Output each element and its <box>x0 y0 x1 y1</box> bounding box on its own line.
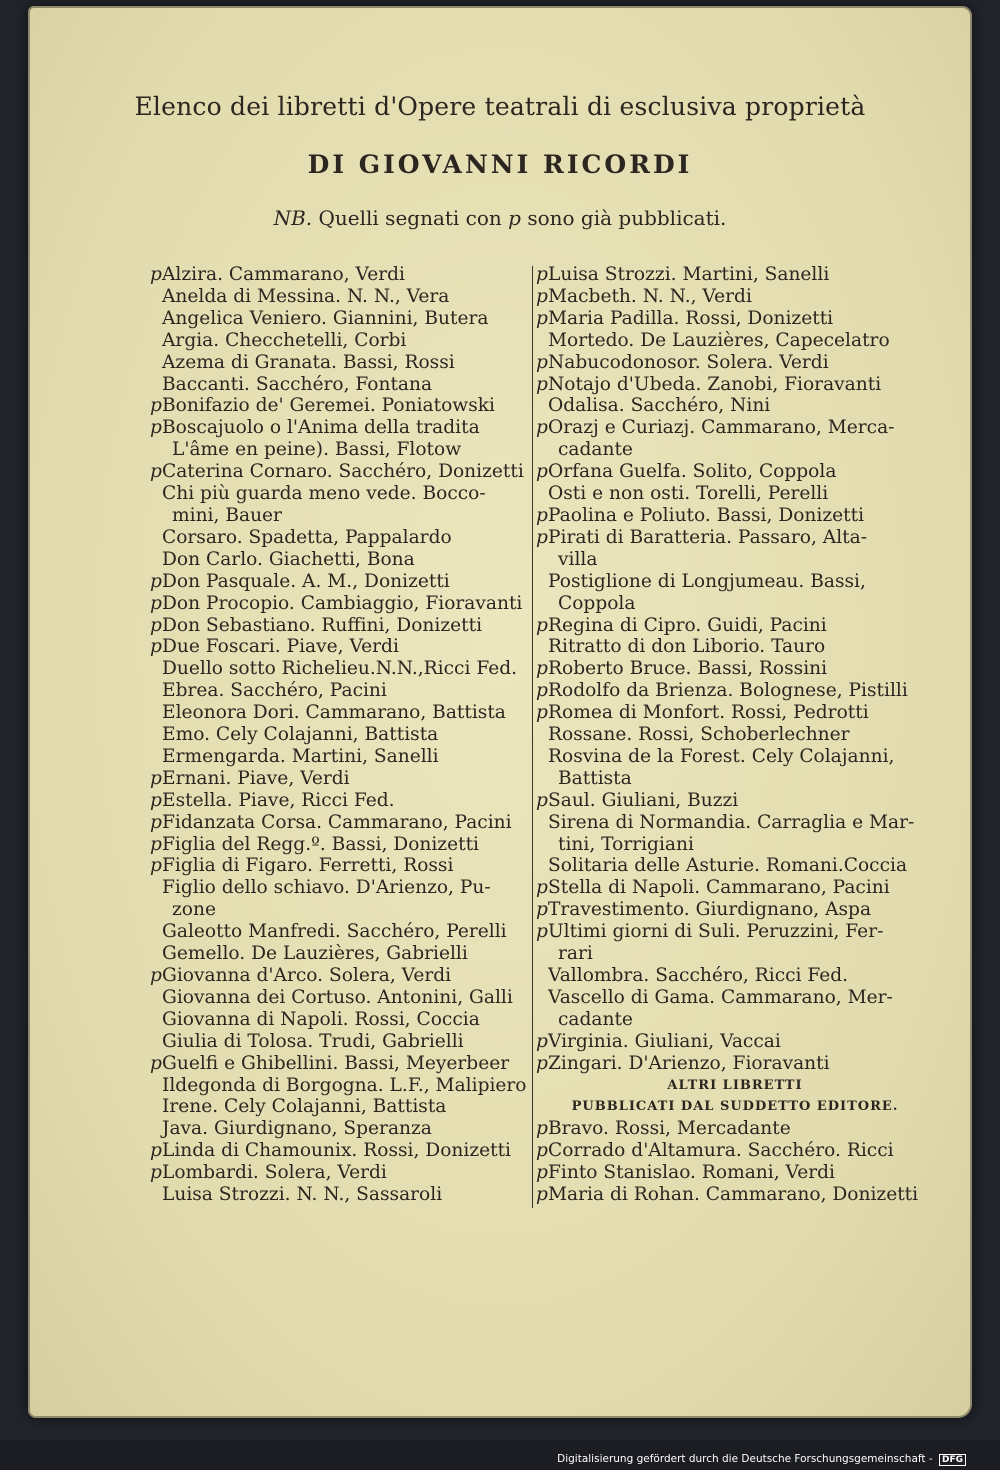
libretto-entry <box>150 921 532 943</box>
libretto-entry <box>150 1031 532 1053</box>
entry-text: Eleonora Dori. Cammarano, Battista <box>162 702 506 724</box>
libretto-entry <box>536 812 922 856</box>
entry-text: Ermengarda. Martini, Sanelli <box>162 745 439 767</box>
libretto-entry <box>536 658 922 680</box>
entry-text: Saul. Giuliani, Buzzi <box>548 789 739 811</box>
libretto-entry <box>150 1118 532 1140</box>
entry-text: Vascello di Gama. Cammarano, Mer- <box>548 986 893 1008</box>
entry-text: Giulia di Tolosa. Trudi, Gabrielli <box>162 1030 464 1052</box>
entry-text: Don Procopio. Cambiaggio, Fioravanti <box>162 592 523 614</box>
entry-text: Alzira. Cammarano, Verdi <box>162 264 405 285</box>
published-mark: p <box>150 570 162 592</box>
published-mark: p <box>536 285 548 307</box>
libretto-entry <box>150 724 532 746</box>
libretto-entry <box>150 1162 532 1184</box>
libretto-entry <box>150 877 532 921</box>
libretto-entry <box>536 308 922 330</box>
section-subheading: PUBBLICATI DAL SUDDETTO EDITORE. <box>571 1099 899 1115</box>
entry-text: Travestimento. Giurdignano, Aspa <box>548 899 872 921</box>
published-mark: p <box>150 636 162 658</box>
published-mark: p <box>150 592 162 614</box>
published-mark: p <box>150 1140 162 1162</box>
entry-text: Roberto Bruce. Bassi, Rossini <box>548 658 828 680</box>
libretto-entry <box>536 790 922 812</box>
published-mark: p <box>150 855 162 877</box>
libretto-entry <box>150 834 532 856</box>
libretto-entry <box>150 987 532 1009</box>
libretto-entry <box>150 1096 532 1118</box>
published-mark: p <box>536 526 548 548</box>
libretto-entry <box>150 790 532 812</box>
entry-text: Emo. Cely Colajanni, Battista <box>162 724 439 746</box>
entry-text: Baccanti. Sacchéro, Fontana <box>162 373 433 395</box>
libretto-entry <box>150 1140 532 1162</box>
published-mark: p <box>536 899 548 921</box>
entry-text: Ildegonda di Borgogna. L.F., Malipiero <box>162 1074 527 1096</box>
libretto-entry <box>150 615 532 637</box>
published-mark: p <box>536 658 548 680</box>
entry-text: Macbeth. N. N., Verdi <box>548 285 752 307</box>
entry-text: Figlia del Regg.º. Bassi, Donizetti <box>162 833 480 855</box>
entry-text: Due Foscari. Piave, Verdi <box>162 636 399 658</box>
document-page <box>28 6 972 1418</box>
published-mark: p <box>536 461 548 483</box>
entry-text: Regina di Cipro. Guidi, Pacini <box>548 614 827 636</box>
entry-text: Corsaro. Spadetta, Pappalardo <box>162 526 452 548</box>
column-divider <box>532 266 533 1208</box>
published-mark: p <box>536 417 548 439</box>
entry-text: Virginia. Giuliani, Vaccai <box>548 1030 781 1052</box>
libretto-entry <box>150 374 532 396</box>
entry-text: Irene. Cely Colajanni, Battista <box>162 1096 447 1118</box>
published-mark: p <box>536 702 548 724</box>
entry-text: Azema di Granata. Bassi, Rossi <box>162 351 455 373</box>
libretto-entry <box>150 1184 532 1206</box>
entry-text: Finto Stanislao. Romani, Verdi <box>548 1162 835 1184</box>
libretto-entry <box>150 308 532 330</box>
libretto-entry <box>150 549 532 571</box>
entry-text: Galeotto Manfredi. Sacchéro, Perelli <box>162 921 507 943</box>
entry-text: Lombardi. Solera, Verdi <box>162 1162 387 1184</box>
entry-continuation: L'âme en peine). Bassi, Flotow <box>172 439 462 461</box>
libretto-entry <box>150 483 532 527</box>
published-mark: p <box>536 789 548 811</box>
libretto-entry <box>150 636 532 658</box>
entry-text: Ultimi giorni di Suli. Peruzzini, Fer- <box>548 921 884 943</box>
libretto-entry <box>536 395 922 417</box>
entry-text: Fidanzata Corsa. Cammarano, Pacini <box>162 811 512 833</box>
entry-text: Rosvina de la Forest. Cely Colajanni, <box>548 745 895 767</box>
published-mark: p <box>150 965 162 986</box>
entry-text: Duello sotto Richelieu.N.N.,Ricci Fed. <box>162 658 518 680</box>
entry-text: Guelfi e Ghibellini. Bassi, Meyerbeer <box>162 1052 510 1074</box>
published-mark: p <box>150 417 162 439</box>
entry-text: Odalisa. Sacchéro, Nini <box>548 395 771 417</box>
libretto-entry <box>536 264 922 286</box>
libretto-entry <box>150 702 532 724</box>
libretto-entry <box>536 1031 922 1053</box>
entry-text: Mortedo. De Lauzières, Capecelatro <box>548 329 890 351</box>
published-mark: p <box>536 373 548 395</box>
libretto-entry <box>536 921 922 965</box>
libretto-entry <box>150 395 532 417</box>
entry-text: Ritratto di don Liborio. Tauro <box>548 636 826 658</box>
libretto-entry <box>536 965 922 987</box>
published-mark: p <box>150 264 162 285</box>
entry-text: Nabucodonosor. Solera. Verdi <box>548 351 829 373</box>
libretto-entry <box>150 527 532 549</box>
libretto-entry <box>150 965 532 987</box>
entry-continuation: rari <box>558 943 593 965</box>
entry-text: Bonifazio de' Geremei. Poniatowski <box>162 395 495 417</box>
libretto-entry <box>536 680 922 702</box>
entry-text: Bravo. Rossi, Mercadante <box>548 1118 791 1140</box>
libretto-entry <box>150 593 532 615</box>
libretto-entry <box>150 461 532 483</box>
entry-text: Vallombra. Sacchéro, Ricci Fed. <box>548 965 849 986</box>
entry-text: Luisa Strozzi. Martini, Sanelli <box>548 264 830 285</box>
libretto-entry <box>150 286 532 308</box>
libretto-entry <box>150 680 532 702</box>
libretto-entry <box>536 855 922 877</box>
right-column <box>536 264 922 1206</box>
dfg-logo: DFG <box>939 1454 966 1466</box>
entry-text: Giovanna d'Arco. Solera, Verdi <box>162 965 452 986</box>
published-mark: p <box>536 1184 548 1206</box>
entry-continuation: Coppola <box>558 592 636 614</box>
entry-text: Estella. Piave, Ricci Fed. <box>162 789 395 811</box>
entry-text: Giovanna dei Cortuso. Antonini, Galli <box>162 986 513 1008</box>
entry-text: Maria di Rohan. Cammarano, Donizetti <box>548 1184 919 1206</box>
libretto-entry <box>536 1140 922 1162</box>
entry-text: Paolina e Poliuto. Bassi, Donizetti <box>548 504 865 526</box>
entry-continuation: zone <box>172 899 216 921</box>
libretto-entry <box>150 812 532 834</box>
entry-continuation: tini, Torrigiani <box>558 833 694 855</box>
libretto-entry <box>536 1118 922 1140</box>
libretto-entry <box>536 483 922 505</box>
entry-text: Osti e non osti. Torelli, Perelli <box>548 483 829 505</box>
published-mark: p <box>536 1118 548 1140</box>
page-subtitle: DI GIOVANNI RICORDI <box>307 150 693 179</box>
published-mark: p <box>150 395 162 417</box>
libretto-entry <box>536 702 922 724</box>
published-mark: p <box>150 461 162 483</box>
published-mark: p <box>536 877 548 899</box>
other-librettos-list <box>536 1118 922 1206</box>
published-mark: p <box>536 1052 548 1074</box>
entry-text: Stella di Napoli. Cammarano, Pacini <box>548 877 890 899</box>
entry-text: Luisa Strozzi. N. N., Sassaroli <box>162 1184 443 1206</box>
published-mark: p <box>536 264 548 285</box>
publication-note <box>28 206 972 230</box>
libretto-entry <box>536 877 922 899</box>
libretto-entry <box>536 374 922 396</box>
note-text-a: Quelli segnati con <box>312 206 509 230</box>
note-text-b: sono già pubblicati. <box>520 206 727 230</box>
entry-text: Romea di Monfort. Rossi, Pedrotti <box>548 702 869 724</box>
entry-text: Figlia di Figaro. Ferretti, Rossi <box>162 855 454 877</box>
libretto-entry <box>150 1075 532 1097</box>
entry-text: Corrado d'Altamura. Sacchéro. Ricci <box>548 1140 894 1162</box>
published-mark: p <box>536 1140 548 1162</box>
entry-text: Pirati di Baratteria. Passaro, Alta- <box>548 526 867 548</box>
entry-text: Don Sebastiano. Ruffini, Donizetti <box>162 614 483 636</box>
libretto-entry <box>536 1162 922 1184</box>
libretto-entry <box>150 943 532 965</box>
libretto-entry <box>150 855 532 877</box>
published-mark: p <box>536 307 548 329</box>
entry-text: Don Pasquale. A. M., Donizetti <box>162 570 450 592</box>
section-heading: ALTRI LIBRETTI <box>667 1077 803 1093</box>
libretto-entry <box>150 768 532 790</box>
entry-text: Postiglione di Longjumeau. Bassi, <box>548 570 866 592</box>
entry-continuation: villa <box>558 548 598 570</box>
entry-text: Zingari. D'Arienzo, Fioravanti <box>548 1052 830 1074</box>
libretto-entry <box>536 571 922 615</box>
entry-text: Don Carlo. Giachetti, Bona <box>162 548 415 570</box>
entry-text: Rossane. Rossi, Schoberlechner <box>548 724 850 746</box>
published-mark: p <box>536 504 548 526</box>
note-mark: p <box>508 206 521 230</box>
libretto-entry <box>150 352 532 374</box>
libretto-entry <box>150 746 532 768</box>
libretto-entry <box>536 461 922 483</box>
entry-text: Caterina Cornaro. Sacchéro, Donizetti <box>162 461 524 483</box>
published-mark: p <box>150 789 162 811</box>
entry-text: Chi più guarda meno vede. Bocco- <box>162 483 486 505</box>
published-mark: p <box>536 351 548 373</box>
entry-text: Orazj e Curiazj. Cammarano, Merca- <box>548 417 895 439</box>
libretto-entry <box>536 987 922 1031</box>
libretto-entry <box>536 615 922 637</box>
libretto-entry <box>536 352 922 374</box>
page-title: Elenco dei libretti d'Opere teatrali di esclusiva proprietà <box>134 92 866 121</box>
entry-text: Maria Padilla. Rossi, Donizetti <box>548 307 834 329</box>
entry-text: Argia. Checchetelli, Corbi <box>162 329 407 351</box>
entry-text: Giovanna di Napoli. Rossi, Coccia <box>162 1008 480 1030</box>
libretto-entry <box>150 658 532 680</box>
right-entry-list <box>536 264 922 1075</box>
published-mark: p <box>536 614 548 636</box>
entry-continuation: cadante <box>558 1008 633 1030</box>
entry-text: Anelda di Messina. N. N., Vera <box>162 285 450 307</box>
entry-text: Java. Giurdignano, Speranza <box>162 1118 432 1140</box>
entry-text: Gemello. De Lauzières, Gabrielli <box>162 943 468 965</box>
libretto-entry <box>536 505 922 527</box>
published-mark: p <box>150 767 162 789</box>
entry-text: Ernani. Piave, Verdi <box>162 767 350 789</box>
published-mark: p <box>536 680 548 702</box>
entry-text: Solitaria delle Asturie. Romani.Coccia <box>548 855 908 877</box>
published-mark: p <box>150 1052 162 1074</box>
libretto-entry <box>536 746 922 790</box>
libretto-entry <box>150 330 532 352</box>
entry-text: Boscajuolo o l'Anima della tradita <box>162 417 480 439</box>
published-mark: p <box>150 614 162 636</box>
entry-text: Angelica Veniero. Giannini, Butera <box>162 307 489 329</box>
libretto-entry <box>150 1009 532 1031</box>
entry-continuation: cadante <box>558 439 633 461</box>
libretto-entry <box>536 1184 922 1206</box>
entry-text: Orfana Guelfa. Solito, Coppola <box>548 461 837 483</box>
libretto-entry <box>150 264 532 286</box>
libretto-entry <box>536 286 922 308</box>
entry-text: Notajo d'Ubeda. Zanobi, Fioravanti <box>548 373 882 395</box>
libretto-entry <box>536 330 922 352</box>
published-mark: p <box>536 1030 548 1052</box>
entry-text: Sirena di Normandia. Carraglia e Mar- <box>548 811 915 833</box>
published-mark: p <box>150 833 162 855</box>
entry-text: Linda di Chamounix. Rossi, Donizetti <box>162 1140 512 1162</box>
footer-text: Digitalisierung gefördert durch die Deutsche Forschungsgemeinschaft - <box>557 1453 933 1465</box>
libretto-entry <box>536 1053 922 1075</box>
libretto-entry <box>150 1053 532 1075</box>
libretto-entry <box>536 899 922 921</box>
left-column <box>150 264 532 1206</box>
libretto-entry <box>536 527 922 571</box>
libretto-entry <box>150 417 532 461</box>
published-mark: p <box>536 1162 548 1184</box>
published-mark: p <box>150 811 162 833</box>
libretto-entry <box>150 571 532 593</box>
entry-continuation: mini, Bauer <box>172 504 282 526</box>
note-prefix: NB. <box>273 206 313 230</box>
entry-continuation: Battista <box>558 767 632 789</box>
footer-credit <box>557 1453 966 1466</box>
libretto-entry <box>536 724 922 746</box>
libretto-entry <box>536 417 922 461</box>
entry-text: Ebrea. Sacchéro, Pacini <box>162 680 387 702</box>
entry-text: Figlio dello schiavo. D'Arienzo, Pu- <box>162 877 491 899</box>
libretto-entry <box>536 636 922 658</box>
entry-text: Rodolfo da Brienza. Bolognese, Pistilli <box>548 680 908 702</box>
published-mark: p <box>150 1162 162 1184</box>
published-mark: p <box>536 921 548 943</box>
